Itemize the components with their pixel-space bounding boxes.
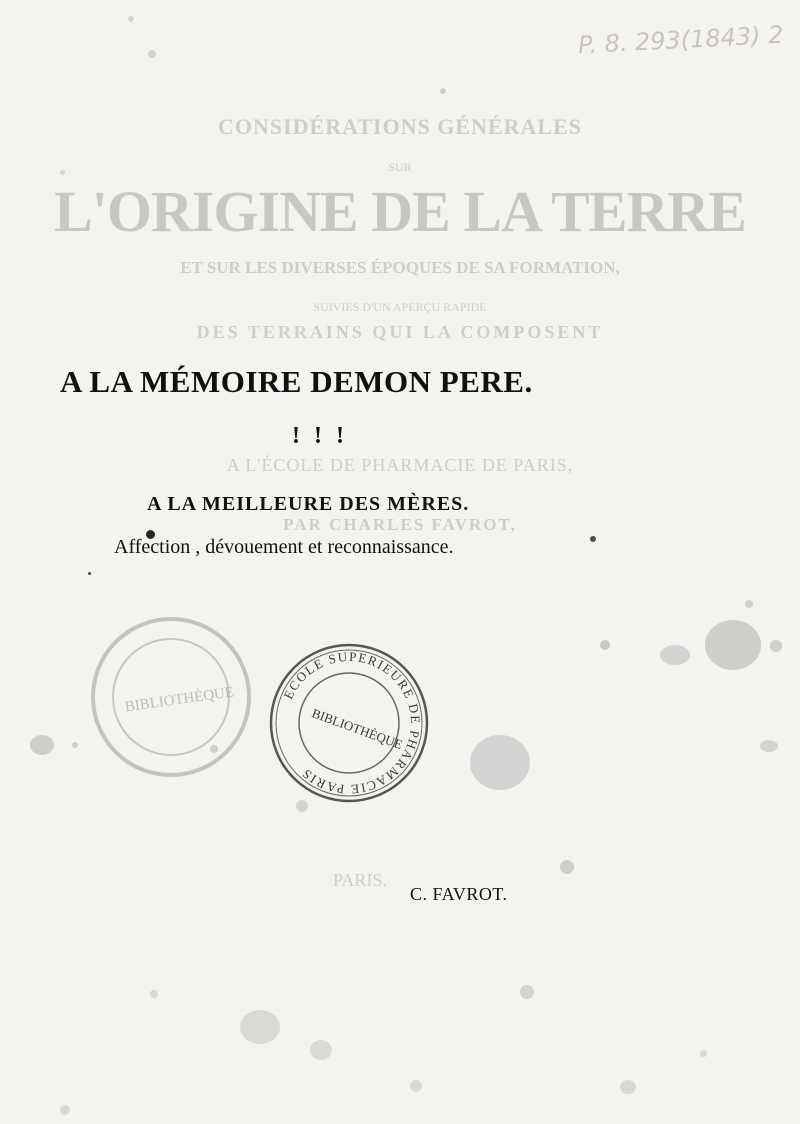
shelf-mark: P. 8. 293(1843) 2 — [577, 20, 785, 60]
show-through-line: SUIVIES D'UN APERÇU RAPIDE — [313, 300, 487, 314]
show-through-line: CONSIDÉRATIONS GÉNÉRALES — [217, 114, 583, 139]
show-through-line: SUR — [388, 160, 412, 174]
show-through-line: PARIS. — [333, 870, 387, 890]
stamp-center-text: BIBLIOTHÈQUE — [309, 705, 405, 753]
show-through-line: DES TERRAINS QUI LA COMPOSENT — [196, 322, 604, 342]
faded-stamp-center-text: BIBLIOTHÈQUE — [123, 684, 236, 716]
dedication-affection-line: Affection , dévouement et reconnaissance. — [114, 536, 454, 558]
stamp-ring-text: ECOLE SUPERIEURE DE PHARMACIE PARIS — [280, 648, 424, 798]
author-signature: C. FAVROT. — [410, 884, 508, 904]
show-through-line: A L'ÉCOLE DE PHARMACIE DE PARIS, — [226, 455, 574, 475]
show-through-line: PAR CHARLES FAVROT, — [283, 515, 517, 534]
dedication-father-line: A LA MÉMOIRE DEMON PERE. — [60, 364, 533, 399]
show-through-title: L'ORIGINE DE LA TERRE — [54, 179, 746, 244]
dedication-mothers-line: A LA MEILLEURE DES MÈRES. — [147, 493, 470, 515]
faded-library-stamp — [86, 612, 256, 782]
library-stamp — [266, 640, 432, 806]
show-through-line: ET SUR LES DIVERSES ÉPOQUES DE SA FORMATION, — [180, 258, 620, 277]
exclamation-marks: ! ! ! — [292, 423, 348, 449]
